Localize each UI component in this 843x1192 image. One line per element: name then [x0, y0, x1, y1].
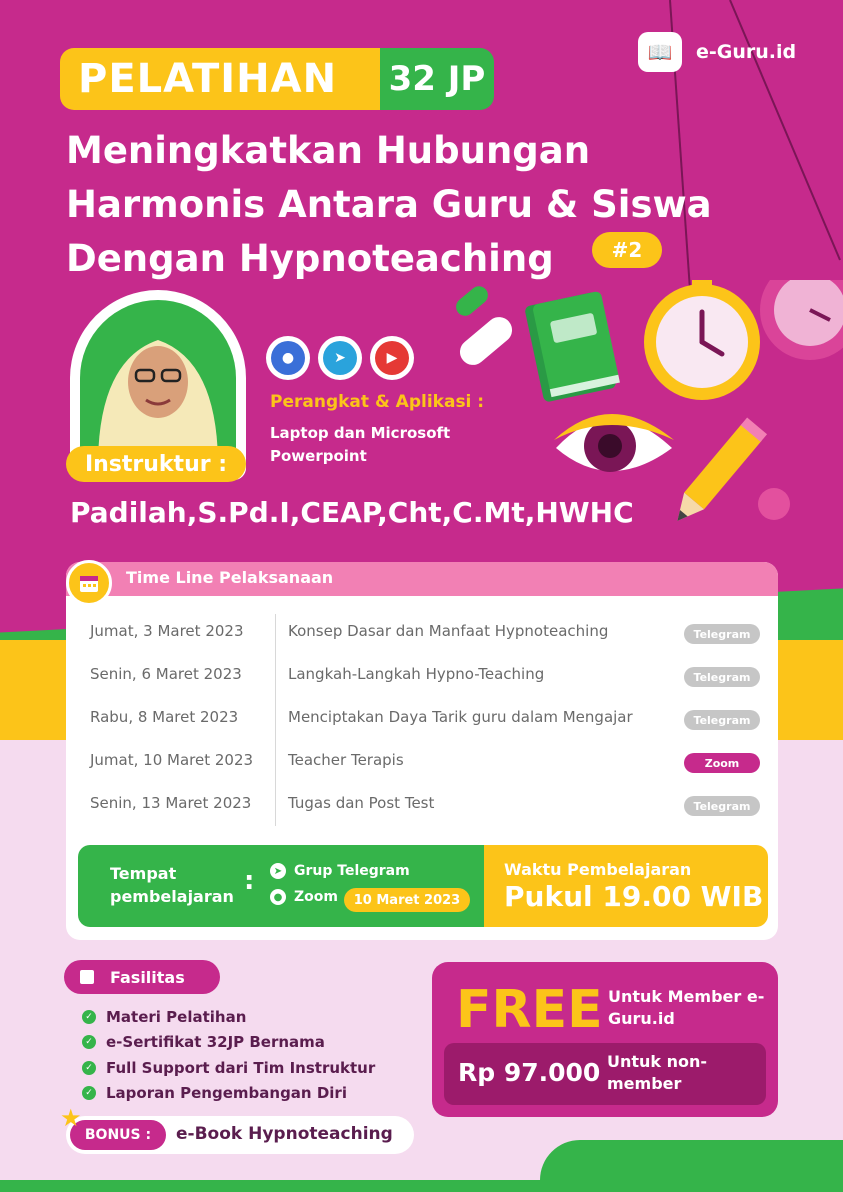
platform-badge: Zoom	[684, 753, 760, 773]
timeline-row	[66, 784, 778, 824]
time-value: Pukul 19.00 WIB	[504, 880, 764, 913]
instructor-label: Instruktur :	[66, 446, 246, 482]
timeline-row	[66, 698, 778, 738]
app-icons	[266, 336, 414, 380]
decorative-illustrations	[450, 280, 843, 530]
bonus-value: e-Book Hypnoteaching	[176, 1124, 393, 1144]
time-label: Waktu Pembelajaran	[504, 860, 692, 879]
zoom-date-badge: 10 Maret 2023	[344, 888, 470, 912]
zoom-icon: ●	[270, 889, 286, 905]
place-item-label: Zoom	[294, 889, 338, 905]
calendar-icon	[66, 560, 112, 606]
check-icon: ✓	[82, 1061, 96, 1075]
title-line-3: Dengan Hypnoteaching	[66, 237, 554, 280]
facilities-heading-label: Fasilitas	[110, 967, 185, 987]
instructor-name: Padilah,S.Pd.I,CEAP,Cht,C.Mt,HWHC	[70, 496, 634, 529]
timeline-date: Jumat, 3 Maret 2023	[90, 622, 244, 640]
facility-label: Laporan Pengembangan Diri	[106, 1084, 347, 1102]
zoom-icon: ●	[266, 336, 310, 380]
check-icon: ✓	[82, 1086, 96, 1100]
platform-badge: Telegram	[684, 667, 760, 687]
youtube-icon: ▶	[370, 336, 414, 380]
devices-label: Perangkat & Aplikasi :	[270, 392, 485, 412]
timeline-topic: Teacher Terapis	[288, 751, 404, 769]
hours-badge: 32 JP	[380, 48, 494, 110]
facility-label: Full Support dari Tim Instruktur	[106, 1059, 376, 1077]
timeline-heading: Time Line Pelaksanaan	[126, 568, 334, 587]
facility-label: e-Sertifikat 32JP Bernama	[106, 1033, 325, 1051]
price-value: Rp 97.000	[458, 1058, 601, 1087]
timeline-row	[66, 655, 778, 695]
telegram-icon: ➤	[318, 336, 362, 380]
facility-label: Materi Pelatihan	[106, 1008, 247, 1026]
bookmark-icon	[80, 970, 94, 984]
timeline-date: Rabu, 8 Maret 2023	[90, 708, 239, 726]
place-label: Tempat pembelajaran	[110, 864, 234, 906]
list-item	[82, 1059, 375, 1077]
timeline-topic: Langkah-Langkah Hypno-Teaching	[288, 665, 545, 683]
book-icon: 📖	[638, 32, 682, 72]
brand-name: e-Guru.id	[696, 41, 797, 63]
place-item-telegram	[270, 863, 410, 879]
free-note: Untuk Member e-Guru.id	[608, 987, 765, 1028]
check-icon: ✓	[82, 1035, 96, 1049]
training-badge	[60, 48, 380, 110]
list-item	[82, 1033, 325, 1051]
timeline-date: Senin, 6 Maret 2023	[90, 665, 242, 683]
timeline-topic: Menciptakan Daya Tarik guru dalam Mengajar	[288, 708, 633, 726]
title-line-1: Meningkatkan Hubungan	[66, 129, 591, 172]
platform-badge: Telegram	[684, 796, 760, 816]
telegram-icon: ➤	[270, 863, 286, 879]
timeline-row	[66, 612, 778, 652]
price-note: Untuk non-member	[607, 1052, 708, 1093]
title-line-2: Harmonis Antara Guru & Siswa	[66, 183, 712, 226]
list-item	[82, 1084, 347, 1102]
instructor-photo	[80, 300, 236, 460]
devices-value: Laptop dan Microsoft Powerpoint	[270, 424, 451, 465]
list-item	[82, 1008, 246, 1026]
place-item-label: Grup Telegram	[294, 863, 410, 879]
edition-badge: #2	[592, 232, 662, 268]
platform-badge: Telegram	[684, 624, 760, 644]
brand-logo[interactable]	[638, 30, 813, 74]
place-colon: :	[244, 866, 255, 896]
facilities-heading	[64, 960, 220, 994]
place-item-zoom	[270, 889, 338, 905]
timeline-row	[66, 741, 778, 781]
bottom-strip	[0, 1180, 843, 1192]
star-icon: ★	[60, 1104, 82, 1132]
timeline-date: Jumat, 10 Maret 2023	[90, 751, 254, 769]
training-badge-label: PELATIHAN	[78, 56, 338, 102]
bonus-label: BONUS :	[70, 1120, 166, 1150]
check-icon: ✓	[82, 1010, 96, 1024]
timeline-topic: Konsep Dasar dan Manfaat Hypnoteaching	[288, 622, 609, 640]
timeline-date: Senin, 13 Maret 2023	[90, 794, 252, 812]
timeline-topic: Tugas dan Post Test	[288, 794, 435, 812]
platform-badge: Telegram	[684, 710, 760, 730]
free-label: FREE	[456, 980, 603, 1040]
page-title	[66, 124, 766, 286]
